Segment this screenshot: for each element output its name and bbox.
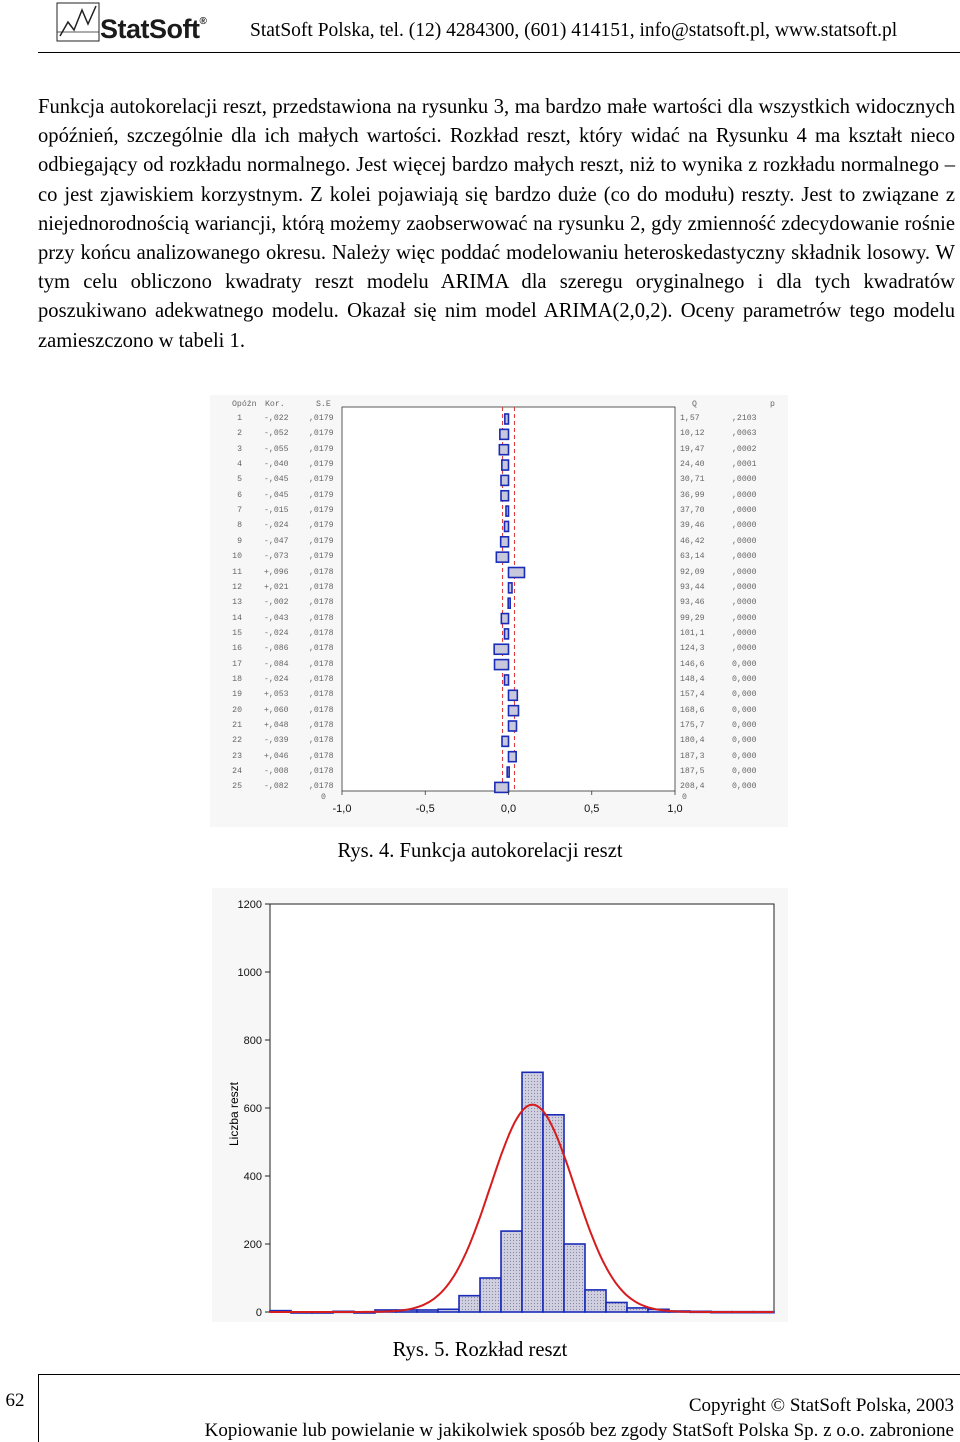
acf-header-corr: Kor.	[265, 400, 285, 409]
acf-cell-se: ,0178	[309, 721, 334, 730]
acf-cell-corr: -,084	[264, 659, 289, 669]
statsoft-logo-icon	[56, 2, 100, 42]
acf-cell-se: ,0178	[309, 628, 334, 638]
acf-bar	[505, 414, 509, 424]
acf-cell-p: ,0000	[732, 613, 757, 623]
acf-cell-p: ,0000	[732, 598, 757, 608]
histogram-y-tick-label: 800	[243, 1035, 262, 1047]
acf-bar	[501, 614, 508, 624]
acf-bar	[509, 583, 512, 593]
acf-cell-lag: 11	[232, 567, 242, 577]
acf-bar	[501, 491, 508, 501]
acf-cell-q: 101,1	[680, 628, 705, 638]
acf-cell-corr: -,039	[264, 736, 289, 746]
footer-copyright: Copyright © StatSoft Polska, 2003	[688, 1395, 954, 1416]
acf-bar	[506, 506, 508, 516]
acf-x-tick-label: 0,5	[584, 803, 600, 815]
acf-cell-p: ,0000	[732, 475, 757, 485]
acf-cell-corr: +,046	[264, 751, 289, 761]
acf-cell-lag: 1	[237, 414, 242, 423]
acf-cell-p: ,0002	[732, 444, 757, 454]
acf-bar	[502, 736, 508, 746]
acf-cell-corr: -,045	[264, 475, 289, 485]
acf-cell-lag: 21	[232, 721, 242, 730]
acf-header-lag: Opóźn	[232, 400, 257, 409]
acf-cell-q: 146,6	[680, 659, 705, 669]
acf-cell-se: ,0179	[309, 444, 334, 454]
header-contact: StatSoft Polska, tel. (12) 4284300, (601) 414151, info@statsoft.pl, www.statsoft.pl	[250, 20, 898, 41]
histogram-y-label: Liczba reszt	[227, 1081, 241, 1147]
acf-cell-p: 0,000	[732, 736, 757, 746]
histogram-figure	[212, 888, 788, 1322]
acf-cell-lag: 9	[237, 536, 242, 546]
acf-cell-lag: 17	[232, 659, 242, 669]
acf-cell-q: 124,3	[680, 644, 705, 654]
acf-bar	[501, 537, 509, 547]
histogram-bar	[564, 1244, 585, 1312]
acf-cell-lag: 8	[237, 521, 242, 531]
acf-cell-q: 180,4	[680, 736, 705, 746]
acf-cell-q: 187,3	[680, 751, 705, 761]
acf-bar	[509, 690, 518, 700]
acf-cell-p: 0,000	[732, 721, 757, 730]
acf-cell-corr: -,055	[264, 444, 289, 454]
acf-cell-corr: -,008	[264, 767, 289, 777]
logo-wordmark: StatSoft®	[100, 14, 207, 44]
figure-5-caption: Rys. 5. Rozkład reszt	[392, 1339, 568, 1361]
acf-cell-corr: +,048	[264, 721, 289, 730]
acf-zero-right: 0	[682, 793, 687, 802]
acf-cell-se: ,0178	[309, 613, 334, 623]
acf-cell-p: ,0000	[732, 536, 757, 546]
acf-cell-lag: 18	[232, 674, 242, 684]
acf-cell-se: ,0179	[309, 552, 334, 562]
acf-cell-corr: -,024	[264, 521, 289, 531]
acf-bar	[509, 721, 517, 731]
acf-cell-p: ,0000	[732, 644, 757, 654]
acf-header-se: S.E	[316, 400, 331, 409]
acf-cell-corr: -,015	[264, 506, 289, 516]
acf-cell-corr: -,024	[264, 674, 289, 684]
histogram-y-tick-label: 1200	[237, 899, 262, 911]
acf-bar	[507, 767, 509, 777]
acf-cell-corr: -,086	[264, 644, 289, 654]
footer-side-divider	[38, 1374, 39, 1442]
acf-cell-se: ,0178	[309, 598, 334, 608]
acf-cell-q: 168,6	[680, 705, 705, 715]
footer-note: Kopiowanie lub powielanie w jakikolwiek sposób bez zgody StatSoft Polska Sp. z o.o. zabronione	[204, 1420, 954, 1441]
acf-cell-corr: -,043	[264, 613, 289, 623]
acf-cell-q: 92,09	[680, 567, 705, 577]
acf-cell-corr: -,073	[264, 552, 289, 562]
acf-bar	[505, 521, 509, 531]
acf-bar	[495, 660, 509, 670]
acf-cell-q: 93,44	[680, 582, 705, 592]
acf-bar	[500, 429, 509, 439]
histogram-y-tick-label: 600	[243, 1103, 262, 1115]
acf-cell-q: 187,5	[680, 767, 705, 777]
acf-cell-corr: -,022	[264, 414, 289, 423]
acf-bar	[505, 675, 509, 685]
acf-cell-lag: 7	[237, 506, 242, 516]
acf-cell-se: ,0178	[309, 690, 334, 700]
acf-cell-corr: +,053	[264, 690, 289, 700]
acf-bar	[508, 598, 510, 608]
acf-cell-q: 148,4	[680, 674, 705, 684]
acf-cell-corr: +,021	[264, 582, 289, 592]
acf-x-tick-label: -0,5	[415, 803, 435, 815]
acf-cell-p: 0,000	[732, 659, 757, 669]
acf-cell-q: 1,57	[680, 414, 700, 423]
acf-cell-q: 99,29	[680, 613, 705, 623]
acf-bar	[502, 460, 509, 470]
acf-cell-lag: 4	[237, 460, 242, 470]
acf-cell-q: 93,46	[680, 598, 705, 608]
acf-cell-lag: 23	[232, 751, 242, 761]
acf-figure	[210, 395, 788, 827]
acf-bar	[494, 644, 508, 654]
acf-cell-lag: 16	[232, 644, 242, 654]
acf-cell-se: ,0178	[309, 659, 334, 669]
acf-cell-se: ,0179	[309, 475, 334, 485]
acf-bar	[495, 782, 509, 792]
histogram-bar	[606, 1302, 627, 1312]
acf-cell-p: 0,000	[732, 690, 757, 700]
acf-cell-se: ,0178	[309, 767, 334, 777]
acf-cell-corr: -,052	[264, 429, 289, 439]
acf-cell-p: ,0000	[732, 521, 757, 531]
histogram-y-tick-label: 0	[255, 1307, 262, 1319]
acf-cell-corr: -,082	[264, 782, 289, 792]
acf-cell-se: ,0179	[309, 414, 334, 423]
acf-cell-lag: 14	[232, 613, 242, 623]
acf-cell-se: ,0178	[309, 705, 334, 715]
histogram-bar	[459, 1296, 480, 1312]
histogram-bar	[438, 1309, 459, 1312]
acf-cell-p: ,0000	[732, 582, 757, 592]
acf-cell-se: ,0178	[309, 644, 334, 654]
acf-cell-p: ,0000	[732, 552, 757, 562]
acf-cell-p: ,2103	[732, 414, 757, 423]
acf-cell-p: ,0000	[732, 490, 757, 500]
acf-header-p: p	[770, 400, 775, 409]
acf-cell-q: 24,40	[680, 460, 705, 470]
acf-cell-se: ,0178	[309, 751, 334, 761]
acf-cell-p: 0,000	[732, 767, 757, 777]
acf-x-tick-label: 0,0	[500, 803, 517, 815]
acf-cell-se: ,0179	[309, 536, 334, 546]
histogram-bar	[417, 1310, 438, 1312]
acf-bar	[509, 706, 519, 716]
acf-cell-p: 0,000	[732, 705, 757, 715]
histogram-y-tick-label: 200	[243, 1239, 262, 1251]
acf-cell-lag: 22	[232, 736, 242, 746]
acf-cell-se: ,0178	[309, 567, 334, 577]
acf-cell-corr: +,096	[264, 567, 289, 577]
acf-cell-lag: 5	[237, 475, 242, 485]
acf-cell-q: 30,71	[680, 475, 705, 485]
acf-cell-q: 10,12	[680, 429, 705, 439]
acf-cell-se: ,0179	[309, 521, 334, 531]
acf-cell-lag: 2	[237, 429, 242, 439]
acf-bar	[496, 552, 508, 562]
acf-bar	[509, 568, 525, 578]
acf-cell-se: ,0179	[309, 506, 334, 516]
acf-bar	[505, 629, 509, 639]
acf-cell-lag: 3	[237, 444, 242, 454]
acf-cell-q: 157,4	[680, 690, 705, 700]
acf-cell-lag: 24	[232, 767, 242, 777]
acf-cell-corr: -,002	[264, 598, 289, 608]
acf-cell-lag: 25	[232, 782, 242, 792]
acf-cell-lag: 6	[237, 490, 242, 500]
acf-cell-se: ,0179	[309, 460, 334, 470]
histogram-y-tick-label: 400	[243, 1171, 262, 1183]
page-header	[0, 0, 960, 56]
acf-cell-p: 0,000	[732, 782, 757, 792]
histogram-bar	[585, 1290, 606, 1312]
acf-cell-p: ,0001	[732, 460, 757, 470]
histogram-bar	[480, 1278, 501, 1312]
acf-cell-se: ,0179	[309, 429, 334, 439]
acf-cell-lag: 15	[232, 628, 242, 638]
acf-cell-q: 63,14	[680, 552, 705, 562]
acf-cell-q: 46,42	[680, 536, 705, 546]
acf-cell-se: ,0178	[309, 674, 334, 684]
acf-bar	[499, 445, 508, 455]
acf-cell-lag: 19	[232, 690, 242, 700]
acf-cell-p: 0,000	[732, 674, 757, 684]
acf-cell-lag: 10	[232, 552, 242, 562]
body-paragraph: Funkcja autokorelacji reszt, przedstawiona na rysunku 3, ma bardzo małe wartości dla wszystkich widocznych opóźnień, szczególnie dla ich małych wartości. Rozkład reszt, który widać na Rysunku 4 ma kształt nieco odbiegający od rozkładu normalnego. Jest więcej bardzo małych reszt, niż to wynika z rozkładu normalnego – co jest zjawiskiem korzystnym. Z kolei pojawiają się bardzo duże (co do modułu) reszty. Jest to związane z niejednorodnością wariancji, którą możemy zaobserwować na rysunku 2, gdy zmienność zdecydowanie rośnie przy końcu analizowanego okresu. Należy więc poddać modelowaniu heteroskedastyczny składnik losowy. W tym celu obliczono kwadraty reszt modelu ARIMA dla szeregu oryginalnego i dla tych kwadratów poszukiwano adekwatnego modelu. Okazał się nim model ARIMA(2,0,2). Oceny parametrów tego modelu zamieszczono w tabeli 1.	[38, 96, 955, 352]
acf-zero-left: 0	[321, 793, 326, 802]
acf-bar	[509, 752, 517, 762]
acf-cell-corr: -,047	[264, 536, 289, 546]
acf-cell-p: 0,000	[732, 751, 757, 761]
acf-cell-se: ,0178	[309, 736, 334, 746]
acf-cell-p: ,0000	[732, 567, 757, 577]
header-divider	[38, 52, 960, 53]
acf-cell-se: ,0179	[309, 490, 334, 500]
acf-x-tick-label: -1,0	[332, 803, 352, 815]
acf-cell-q: 208,4	[680, 782, 705, 792]
acf-cell-corr: -,024	[264, 628, 289, 638]
histogram-chart	[212, 888, 788, 1322]
acf-header-q: Q	[692, 400, 697, 409]
acf-cell-p: ,0063	[732, 429, 757, 439]
acf-cell-q: 37,70	[680, 506, 705, 516]
footer-divider	[38, 1374, 960, 1375]
acf-cell-q: 39,46	[680, 521, 705, 531]
acf-bar	[501, 475, 508, 485]
acf-cell-se: ,0178	[309, 582, 334, 592]
acf-x-tick-label: 1,0	[667, 803, 683, 815]
histogram-y-tick-label: 1000	[237, 967, 262, 979]
acf-cell-lag: 20	[232, 705, 242, 715]
acf-cell-lag: 13	[232, 598, 242, 608]
acf-cell-corr: -,045	[264, 490, 289, 500]
acf-cell-q: 19,47	[680, 444, 705, 454]
acf-cell-q: 36,99	[680, 490, 705, 500]
acf-cell-corr: +,060	[264, 705, 289, 715]
acf-cell-se: ,0178	[309, 782, 334, 792]
figure-4-caption: Rys. 4. Funkcja autokorelacji reszt	[337, 840, 623, 862]
acf-cell-p: ,0000	[732, 628, 757, 638]
acf-cell-corr: -,040	[264, 460, 289, 470]
acf-cell-q: 175,7	[680, 721, 705, 730]
acf-cell-p: ,0000	[732, 506, 757, 516]
acf-cell-lag: 12	[232, 582, 242, 592]
histogram-bar	[627, 1308, 648, 1312]
page-number: 62	[5, 1390, 25, 1411]
histogram-bar	[501, 1231, 522, 1312]
